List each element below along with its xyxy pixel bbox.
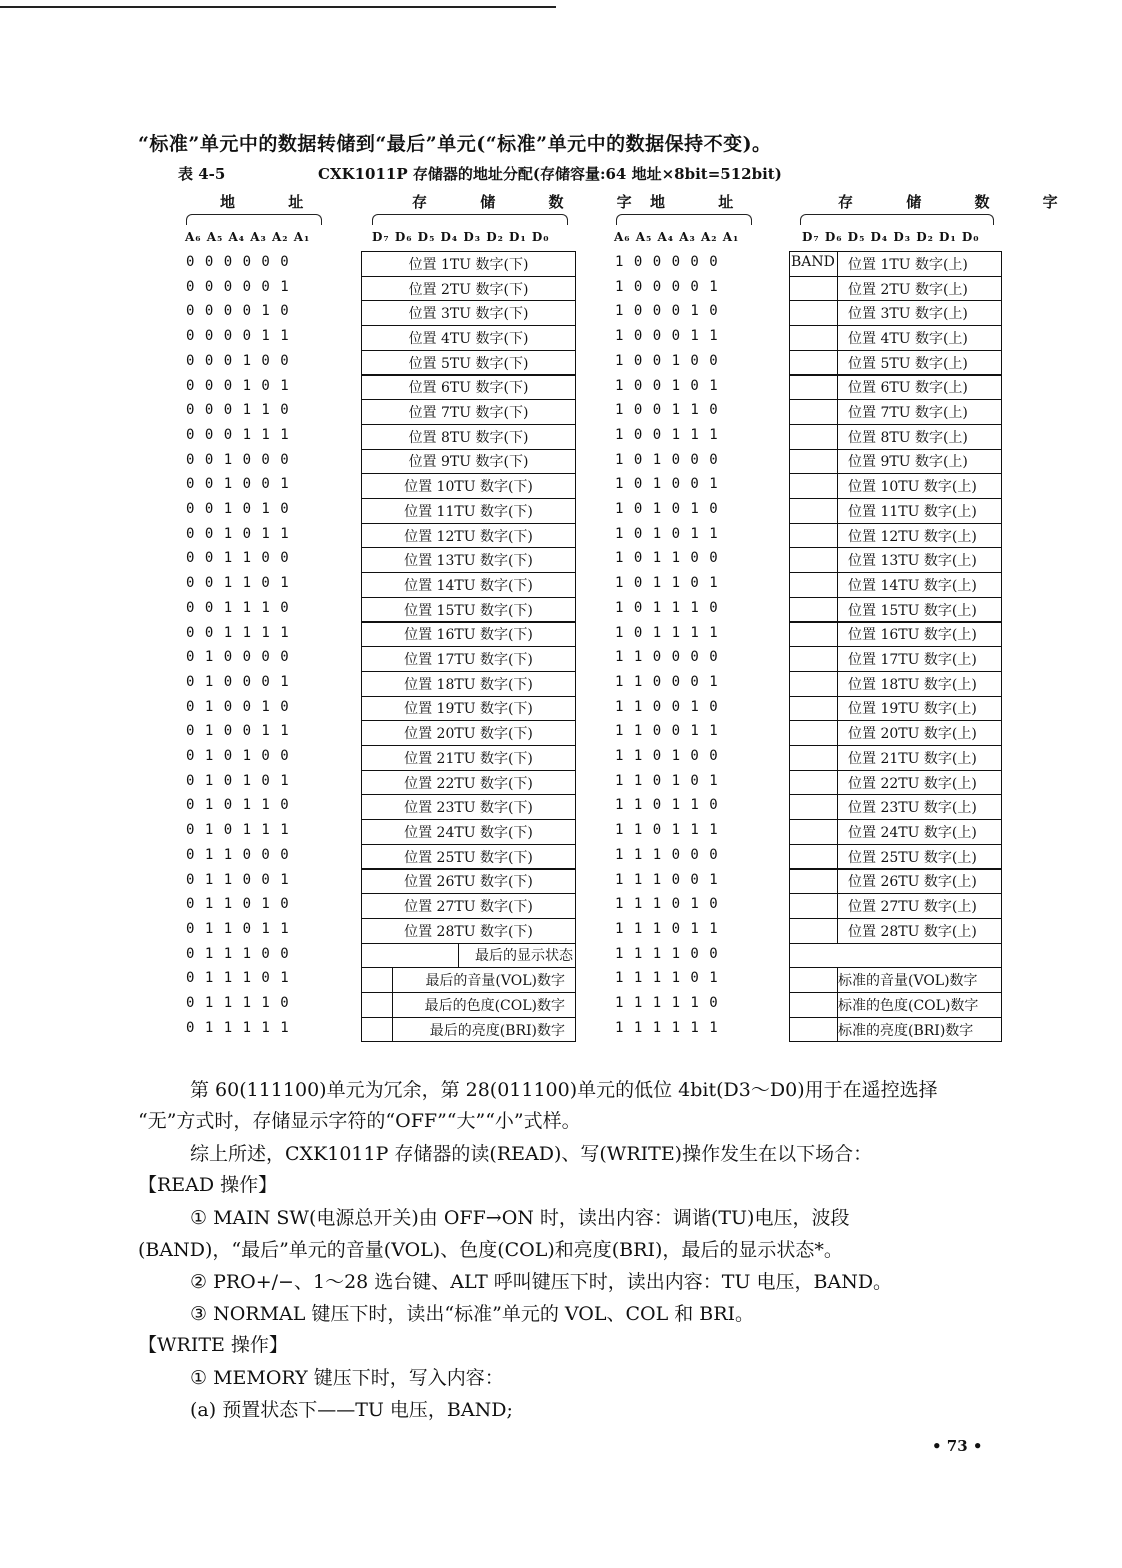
address-right: 1 0 0 0 1 0	[615, 303, 719, 320]
address-right: 1 1 1 1 0 1	[615, 970, 719, 987]
cell-divider	[837, 449, 838, 475]
cell-divider	[837, 696, 838, 722]
data-cell-text: 位置 6TU 数字(上)	[848, 380, 968, 397]
cell-divider	[837, 893, 838, 919]
data-header-right: 存 储 数 字	[838, 193, 1082, 211]
address-left: 0 0 1 0 1 1	[186, 525, 290, 542]
data-cell-left	[361, 251, 576, 277]
data-cell-right	[789, 325, 1002, 351]
data-cell-left	[361, 449, 576, 475]
data-cell-text: 标准的亮度(BRI)数字	[838, 1022, 974, 1039]
data-cell-left	[361, 547, 576, 573]
data-cell-right	[789, 671, 1002, 697]
address-right: 1 0 1 0 0 1	[615, 476, 719, 493]
data-cell-left	[361, 943, 576, 969]
address-left: 0 0 1 0 0 0	[186, 451, 290, 468]
data-cell-right	[789, 276, 1002, 302]
address-brace-left	[186, 214, 322, 225]
address-right: 1 0 0 1 0 1	[615, 377, 719, 394]
data-cell-text: 位置 21TU 数字(下)	[404, 750, 533, 767]
data-cell-left	[361, 918, 576, 944]
data-cell-text: 位置 3TU 数字(下)	[408, 306, 529, 323]
cell-divider	[837, 671, 838, 697]
address-brace-right	[616, 214, 752, 225]
data-cell-text: 位置 18TU 数字(下)	[404, 676, 533, 693]
body-line: ③ NORMAL 键压下时，读出“标准”单元的 VOL、COL 和 BRI。	[190, 1303, 755, 1325]
address-left: 0 0 1 1 0 0	[186, 550, 290, 567]
data-cell-text: 位置 2TU 数字(上)	[848, 281, 968, 298]
cell-divider	[837, 844, 838, 870]
address-left: 0 0 0 0 1 1	[186, 328, 290, 345]
data-cell-right	[789, 424, 1002, 450]
data-cell-text: 位置 20TU 数字(下)	[404, 726, 533, 743]
data-cell-text: 位置 6TU 数字(下)	[408, 380, 529, 397]
data-cell-left	[361, 1017, 576, 1043]
data-cell-left	[361, 498, 576, 524]
data-cell-text: 位置 13TU 数字(下)	[404, 553, 533, 570]
address-left: 0 1 1 0 1 1	[186, 920, 290, 937]
address-right: 1 1 0 1 0 0	[615, 748, 719, 764]
cell-divider	[837, 498, 838, 524]
data-cell-text: 位置 21TU 数字(上)	[848, 750, 977, 767]
address-left: 0 0 0 1 1 0	[186, 402, 290, 419]
data-cell-right	[789, 597, 1002, 623]
address-left: 0 1 0 0 1 1	[186, 723, 290, 740]
address-right: 1 1 0 1 0 1	[615, 772, 719, 789]
address-left: 0 1 0 1 0 1	[186, 772, 290, 789]
data-cell-left	[361, 523, 576, 549]
address-left: 0 1 1 1 0 1	[186, 970, 290, 987]
data-cell-right	[789, 869, 1002, 895]
data-cell-text: 位置 16TU 数字(下)	[404, 627, 533, 644]
data-cell-text: 位置 26TU 数字(上)	[848, 874, 977, 891]
cell-divider	[392, 992, 393, 1018]
cell-divider	[837, 597, 838, 623]
address-left: 0 1 0 0 1 0	[186, 698, 290, 715]
data-cell-right	[789, 449, 1002, 475]
cell-divider	[837, 350, 838, 376]
data-cell-text: 最后的显示状态	[475, 948, 573, 965]
cell-divider	[837, 325, 838, 351]
data-cell-text: 位置 19TU 数字(下)	[404, 701, 533, 718]
data-cell-text: 位置 8TU 数字(上)	[848, 429, 968, 446]
data-cell-text: 位置 9TU 数字(上)	[848, 454, 968, 471]
address-left: 0 0 1 1 1 0	[186, 599, 290, 616]
address-left: 0 0 1 0 0 1	[186, 476, 290, 493]
data-cell-text: 位置 25TU 数字(下)	[404, 849, 533, 866]
address-right: 1 0 1 0 1 0	[615, 501, 719, 517]
data-cell-right	[789, 992, 1002, 1018]
data-cell-right	[789, 300, 1002, 326]
cell-divider	[837, 523, 838, 549]
address-left: 0 1 1 1 1 1	[186, 1019, 290, 1036]
address-right: 1 0 1 1 0 0	[615, 550, 719, 567]
page-number: • 73 •	[932, 1437, 983, 1455]
data-cell-left	[361, 276, 576, 302]
data-cell-left	[361, 893, 576, 919]
address-left: 0 1 0 1 1 0	[186, 797, 290, 814]
data-cell-text: 位置 11TU 数字(下)	[404, 503, 533, 520]
data-brace-left	[372, 214, 568, 225]
address-right: 1 0 0 0 0 0	[615, 254, 719, 270]
address-left: 0 0 1 1 0 1	[186, 575, 290, 592]
data-cell-right	[789, 646, 1002, 672]
data-cell-text: 位置 1TU 数字(下)	[408, 256, 529, 273]
data-cell-text: 位置 14TU 数字(上)	[848, 577, 977, 594]
data-cell-right	[789, 918, 1002, 944]
cell-divider	[458, 943, 459, 969]
data-cell-right	[789, 375, 1002, 401]
address-header-left: 地 址	[220, 193, 328, 211]
address-right: 1 0 0 0 1 1	[615, 328, 719, 345]
cell-divider	[837, 1017, 838, 1043]
data-cell-text: 位置 24TU 数字(下)	[404, 824, 533, 841]
data-cell-text: 位置 10TU 数字(上)	[848, 479, 977, 496]
address-left: 0 0 0 1 1 1	[186, 426, 290, 443]
address-left: 0 0 0 0 0 0	[186, 254, 290, 270]
cell-divider	[837, 300, 838, 326]
body-line: 【READ 操作】	[138, 1174, 278, 1196]
table-title: CXK1011P 存储器的地址分配(存储容量:64 地址×8bit=512bit)	[318, 165, 782, 183]
data-cell-text: 位置 13TU 数字(上)	[848, 553, 977, 570]
cell-divider	[837, 424, 838, 450]
address-right: 1 0 1 1 0 1	[615, 575, 719, 592]
data-cell-right	[789, 844, 1002, 870]
body-line: ① MEMORY 键压下时，写入内容：	[190, 1367, 504, 1389]
data-cell-left	[361, 399, 576, 425]
data-cell-left	[361, 819, 576, 845]
cell-divider	[837, 869, 838, 895]
address-left: 0 1 0 1 0 0	[186, 748, 290, 764]
cell-divider	[837, 547, 838, 573]
data-cell-right	[789, 572, 1002, 598]
data-cell-text: 位置 17TU 数字(下)	[404, 652, 533, 669]
data-cell-text: 位置 26TU 数字(下)	[404, 874, 533, 891]
data-cell-left	[361, 720, 576, 746]
data-cell-right	[789, 622, 1002, 648]
data-cell-text: 位置 22TU 数字(下)	[404, 775, 533, 792]
address-right: 1 1 1 1 0 0	[615, 945, 719, 962]
address-right: 1 1 1 0 0 0	[615, 846, 719, 863]
data-cell-text: 位置 27TU 数字(上)	[848, 899, 977, 916]
data-cell-right	[789, 967, 1002, 993]
data-cell-left	[361, 992, 576, 1018]
body-line: ② PRO+/−、1～28 选台键、ALT 呼叫键压下时，读出内容：TU 电压，BAND。	[190, 1271, 893, 1293]
data-cell-text: 位置 28TU 数字(下)	[404, 923, 533, 940]
address-right: 1 0 1 0 1 1	[615, 525, 719, 542]
cell-divider	[837, 375, 838, 401]
data-cell-right	[789, 720, 1002, 746]
band-label: BAND	[791, 254, 835, 270]
address-right: 1 1 0 0 1 0	[615, 698, 719, 715]
data-cell-right	[789, 943, 1002, 969]
data-cell-text: 位置 15TU 数字(上)	[848, 602, 977, 619]
data-cell-left	[361, 622, 576, 648]
cell-divider	[837, 399, 838, 425]
data-brace-right	[800, 214, 994, 225]
address-right: 1 1 1 1 1 1	[615, 1019, 719, 1036]
data-cell-text: 最后的亮度(BRI)数字	[429, 1022, 565, 1039]
address-left: 0 0 1 1 1 1	[186, 624, 290, 641]
cell-divider	[837, 622, 838, 648]
address-right: 1 1 0 0 0 0	[615, 649, 719, 666]
cell-divider	[837, 720, 838, 746]
intro-text: “标准”单元中的数据转储到“最后”单元(“标准”单元中的数据保持不变)。	[138, 133, 772, 155]
cell-divider	[837, 473, 838, 499]
address-left: 0 0 1 0 1 0	[186, 501, 290, 517]
address-left: 0 0 0 0 0 1	[186, 278, 290, 295]
data-cell-right	[789, 523, 1002, 549]
data-cell-left	[361, 473, 576, 499]
data-header-left: 存 储 数 字	[412, 193, 656, 211]
data-cell-left	[361, 696, 576, 722]
address-right: 1 0 0 0 0 1	[615, 278, 719, 295]
data-cell-left	[361, 869, 576, 895]
top-rule	[0, 6, 556, 8]
data-cell-left	[361, 794, 576, 820]
address-left: 0 1 0 0 0 1	[186, 673, 290, 690]
address-left: 0 1 1 0 1 0	[186, 896, 290, 913]
data-cell-left	[361, 671, 576, 697]
data-cell-text: 位置 15TU 数字(下)	[404, 602, 533, 619]
data-cell-left	[361, 375, 576, 401]
address-left: 0 0 0 1 0 1	[186, 377, 290, 394]
body-line: “无”方式时，存储显示字符的“OFF”“大”“小”式样。	[138, 1110, 581, 1132]
data-cell-right	[789, 399, 1002, 425]
address-left: 0 1 1 1 0 0	[186, 945, 290, 962]
address-header-right: 地 址	[650, 193, 758, 211]
data-columns-right: D₇ D₆ D₅ D₄ D₃ D₂ D₁ D₀	[802, 230, 980, 244]
data-cell-text: 位置 7TU 数字(上)	[848, 405, 968, 422]
address-columns-left: A₆ A₅ A₄ A₃ A₂ A₁	[185, 230, 311, 244]
cell-divider	[837, 745, 838, 771]
data-cell-text: 位置 14TU 数字(下)	[404, 577, 533, 594]
cell-divider	[392, 967, 393, 993]
address-left: 0 1 0 1 1 1	[186, 822, 290, 839]
data-cell-right	[789, 473, 1002, 499]
data-cell-left	[361, 350, 576, 376]
address-right: 1 1 0 1 1 1	[615, 822, 719, 839]
data-cell-text: 位置 3TU 数字(上)	[848, 306, 968, 323]
data-cell-text: 位置 7TU 数字(下)	[408, 405, 529, 422]
cell-divider	[837, 918, 838, 944]
cell-divider	[837, 276, 838, 302]
data-cell-left	[361, 325, 576, 351]
cell-divider	[837, 967, 838, 993]
data-cell-text: 位置 27TU 数字(下)	[404, 899, 533, 916]
address-right: 1 1 0 0 0 1	[615, 673, 719, 690]
data-cell-left	[361, 745, 576, 771]
data-cell-left	[361, 300, 576, 326]
address-right: 1 0 0 1 1 1	[615, 426, 719, 443]
address-columns-right: A₆ A₅ A₄ A₃ A₂ A₁	[614, 230, 740, 244]
data-cell-left	[361, 770, 576, 796]
data-cell-left	[361, 646, 576, 672]
data-cell-text: 位置 23TU 数字(下)	[404, 800, 533, 817]
address-right: 1 1 1 1 1 0	[615, 995, 719, 1011]
data-cell-text: 标准的色度(COL)数字	[838, 997, 979, 1014]
table-number: 表 4-5	[178, 165, 226, 183]
data-cell-right	[789, 350, 1002, 376]
data-cell-text: 位置 10TU 数字(下)	[404, 479, 533, 496]
cell-divider	[837, 646, 838, 672]
address-right: 1 0 1 0 0 0	[615, 451, 719, 468]
data-cell-right	[789, 745, 1002, 771]
cell-divider	[837, 770, 838, 796]
data-cell-text: 位置 4TU 数字(上)	[848, 330, 968, 347]
body-line: 第 60(111100)单元为冗余，第 28(011100)单元的低位 4bit(D3～D0)用于在遥控选择	[190, 1079, 938, 1101]
address-right: 1 0 1 1 1 0	[615, 599, 719, 616]
data-cell-right	[789, 498, 1002, 524]
address-left: 0 1 1 1 1 0	[186, 995, 290, 1011]
address-left: 0 1 1 0 0 0	[186, 846, 290, 863]
data-cell-text: 标准的音量(VOL)数字	[838, 973, 978, 990]
data-cell-text: 位置 4TU 数字(下)	[408, 330, 529, 347]
data-cell-left	[361, 967, 576, 993]
data-cell-left	[361, 572, 576, 598]
data-columns-left: D₇ D₆ D₅ D₄ D₃ D₂ D₁ D₀	[372, 230, 550, 244]
address-left: 0 1 1 0 0 1	[186, 871, 290, 888]
body-line: (a) 预置状态下——TU 电压，BAND;	[190, 1399, 513, 1421]
cell-divider	[837, 819, 838, 845]
data-cell-text: 位置 11TU 数字(上)	[848, 503, 977, 520]
address-left: 0 0 0 1 0 0	[186, 352, 290, 369]
address-right: 1 1 1 0 1 0	[615, 896, 719, 913]
data-cell-text: 位置 5TU 数字(下)	[408, 355, 529, 372]
data-cell-text: 位置 5TU 数字(上)	[848, 355, 968, 372]
address-right: 1 1 1 0 0 1	[615, 871, 719, 888]
data-cell-text: 位置 17TU 数字(上)	[848, 652, 977, 669]
address-right: 1 0 0 1 0 0	[615, 352, 719, 369]
address-right: 1 0 0 1 1 0	[615, 402, 719, 419]
data-cell-left	[361, 597, 576, 623]
data-cell-right	[789, 893, 1002, 919]
body-line: 综上所述，CXK1011P 存储器的读(READ)、写(WRITE)操作发生在以下场合：	[190, 1143, 873, 1165]
cell-divider	[837, 794, 838, 820]
data-cell-text: 位置 16TU 数字(上)	[848, 627, 977, 644]
address-left: 0 0 0 0 1 0	[186, 303, 290, 320]
data-cell-text: 位置 2TU 数字(下)	[408, 281, 529, 298]
data-cell-text: 位置 8TU 数字(下)	[408, 429, 529, 446]
data-cell-right	[789, 794, 1002, 820]
cell-divider	[837, 572, 838, 598]
data-cell-text: 位置 22TU 数字(上)	[848, 775, 977, 792]
data-cell-text: 位置 24TU 数字(上)	[848, 824, 977, 841]
data-cell-right	[789, 696, 1002, 722]
data-cell-text: 位置 18TU 数字(上)	[848, 676, 977, 693]
data-cell-left	[361, 844, 576, 870]
body-line: 【WRITE 操作】	[138, 1334, 288, 1356]
address-right: 1 1 1 0 1 1	[615, 920, 719, 937]
address-left: 0 1 0 0 0 0	[186, 649, 290, 666]
address-right: 1 1 0 1 1 0	[615, 797, 719, 814]
data-cell-right	[789, 1017, 1002, 1043]
data-cell-left	[361, 424, 576, 450]
address-right: 1 0 1 1 1 1	[615, 624, 719, 641]
data-cell-right	[789, 819, 1002, 845]
data-cell-text: 最后的色度(COL)数字	[424, 997, 565, 1014]
address-right: 1 1 0 0 1 1	[615, 723, 719, 740]
data-cell-text: 位置 28TU 数字(上)	[848, 923, 977, 940]
data-cell-text: 位置 9TU 数字(下)	[408, 454, 529, 471]
cell-divider	[392, 1017, 393, 1043]
data-cell-right	[789, 547, 1002, 573]
data-cell-text: 位置 12TU 数字(下)	[404, 528, 533, 545]
data-cell-text: 位置 23TU 数字(上)	[848, 800, 977, 817]
body-line: ① MAIN SW(电源总开关)由 OFF→ON 时，读出内容：调谐(TU)电压，波段	[190, 1207, 850, 1229]
data-cell-text: 位置 12TU 数字(上)	[848, 528, 977, 545]
data-cell-text: 位置 1TU 数字(上)	[848, 256, 968, 273]
data-cell-text: 位置 25TU 数字(上)	[848, 849, 977, 866]
data-cell-text: 最后的音量(VOL)数字	[425, 973, 565, 990]
cell-divider	[837, 251, 838, 277]
data-cell-text: 位置 19TU 数字(上)	[848, 701, 977, 718]
body-line: (BAND)，“最后”单元的音量(VOL)、色度(COL)和亮度(BRI)，最后的显示状态*。	[138, 1239, 843, 1261]
data-cell-text: 位置 20TU 数字(上)	[848, 726, 977, 743]
data-cell-right	[789, 770, 1002, 796]
cell-divider	[837, 992, 838, 1018]
